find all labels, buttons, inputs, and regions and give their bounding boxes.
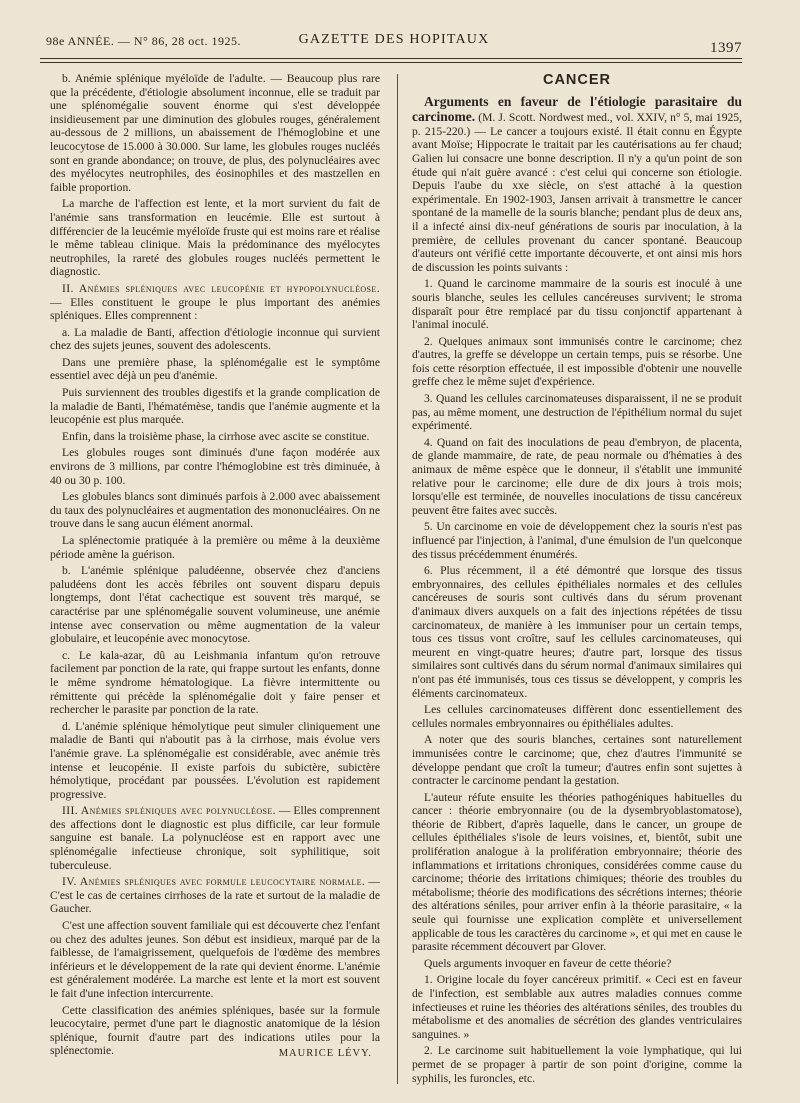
column-divider <box>397 74 398 1084</box>
header-rule-double <box>40 62 742 63</box>
issue-line: 98e ANNÉE. — N° 86, 28 oct. 1925. <box>46 34 241 48</box>
section-heading: II. Anémies spléniques avec leucopénie et hypopolynucléose. <box>62 281 380 295</box>
paragraph: A noter que des souris blanches, certaines sont naturellement immunisées contre le carcinome; que, chez d'autres l'immunité se développe pendant que croît la tumeur; d'autres enfin sont sujettes à contracter le carcinome pendant la gestation. <box>412 733 742 788</box>
right-column <box>412 72 742 1088</box>
section-text: — C'est le cas de certaines cirrhoses de la rate et surtout de la maladie de Gaucher. <box>50 875 380 916</box>
paragraph: Quels arguments invoquer en faveur de cette théorie? <box>424 956 672 970</box>
section-text: — Elles comprennent des affections dont le diagnostic est plus difficile, car leur formule sanguine est banale. La polynucléose est en rapport avec une splénomégalie infectieuse chronique, soit syphilitique, soit tuberculeuse. <box>50 804 381 872</box>
paragraph: b. L'anémie splénique paludéenne, observée chez d'anciens paludéens dont les accès fébriles ont souvent disparu depuis longtemps, dont l'état cachectique est souvent très marqué, se caractérise par une splénomégalie souvent volumineuse, une anémie intense avec conservation ou même augmentation de la valeur globulaire, et leucopénie avec monocytose. <box>50 564 380 646</box>
section-heading: III. Anémies spléniques avec polynucléose. <box>62 804 276 818</box>
page-number: 1397 <box>710 40 742 56</box>
section-heading: IV. Anémies spléniques avec formule leucocytaire normale. <box>62 875 366 889</box>
paragraph: 4. Quand on fait des inoculations de peau d'embryon, de placenta, de glande mammaire, de rate, de peau normale ou d'hématies à des animaux de même espèce que le donneur, il s'établit une immunité relative pour le carcinome; elle dure de dix jours à trois mois; lorsqu'elle est terminée, de nouvelles inoculations de tissu cancéreux peuvent être faites avec succès. <box>412 435 742 517</box>
paragraph: Les globules blancs sont diminués parfois à 2.000 avec abaissement du taux des polynucléaires et augmentation des mononucléaires. On ne trouve dans le sang aucun élément anormal. <box>50 490 380 531</box>
article-intro <box>412 94 742 275</box>
paragraph: 3. Quand les cellules carcinomateuses disparaissent, il ne se produit pas, au même moment, une destruction de l'épithélium normal du sujet expérimenté. <box>412 392 742 433</box>
paragraph: a. La maladie de Banti, affection d'étiologie inconnue qui survient chez des sujets jeunes, souvent des adolescents. <box>50 325 380 353</box>
article-citation: (M. J. Scott. Nordwest med., vol. XXIV, n° 5, mai 1925, p. 215-220.) — Le cancer a toujours existé. Il était connu en Égypte avant Moïse; Hippocrate le traitait par les cautérisations au fer chaud; Galien lui consacre une bonne description. Il n'y a qu'un point de son étude qui n'ait guère avancé : c'est celui qui concerne son étiologie. Depuis l'aube du xxe siècle, on s'est attaché à la question expérimentale. En 1902-1903, Jansen arrivait à transmettre le cancer spontané de la mamelle de la souris blanche; pendant plus de deux ans, il a infecté ainsi dix-neuf générations de souris par inoculation, à la première, de cellules provenant du cancer spontané. Beaucoup d'auteurs ont vérifié cette importante découverte, et ont ainsi mis hors de discussion les points suivants : <box>412 111 742 274</box>
paragraph: Les globules rouges sont diminués d'une façon modérée aux environs de 3 millions, par contre l'hémoglobine est très diminuée, à 40 ou 30 p. 100. <box>50 446 380 487</box>
left-column <box>50 72 380 1061</box>
author-signature: MAURICE LÉVY. <box>278 1047 372 1059</box>
paragraph: c. Le kala-azar, dû au Leishmania infantum qu'on retrouve facilement par ponction de la rate, qui frappe surtout les enfants, donne le même syndrome hématologique. La fièvre intermittente ou rémittente qui précède la splénomégalie doit y faire penser et rechercher le parasite par ponction de la rate. <box>50 648 380 717</box>
header-rule <box>40 58 742 59</box>
paragraph: 1. Origine locale du foyer cancéreux primitif. « Ceci est en faveur de l'infection, est semblable aux autres maladies connues comme infectieuses et ruine les théories des altérations séniles, des troubles du métabolisme et des anomalies de sécrétion des glandes ventriculaires sanguines. » <box>412 973 742 1041</box>
paragraph: 1. Quand le carcinome mammaire de la souris est inoculé à une souris blanche, seules les cellules cancéreuses survivent; le stroma disparaît pour être remplacé par du tissu conjonctif appartenant à l'animal inoculé. <box>412 277 742 332</box>
paragraph: 2. Le carcinome suit habituellement la voie lymphatique, qui lui permet de se propager à partir de son point d'origine, comme la syphilis, les furoncles, etc. <box>412 1044 742 1085</box>
paragraph: 2. Quelques animaux sont immunisés contre le carcinome; chez d'autres, la greffe se développe un certain temps, puis se résorbe. Une fois cette résorption effectuée, il est impossible d'obtenir une nouvelle greffe chez le même sujet d'expérience. <box>412 334 742 389</box>
paragraph: La splénectomie pratiquée à la première ou même à la deuxième période amène la guérison. <box>50 534 380 561</box>
paragraph: L'auteur réfute ensuite les théories pathogéniques habituelles du cancer : théorie embryonnaire (ou de la dysembryoblastomatose), théorie de Ribbert, d'après laquelle, dans le cancer, un groupe de cellules épithéliales s'isole de leurs voisines, et, bientôt, subit une prolifération analogue à la prolifération embryonnaire; théorie des inflammations et irritations chroniques, considérées comme cause du carcinome; théorie des irritations chimiques; théorie des troubles du métabolisme; théorie des modifications des sécrétions internes; théorie des altérations séniles, pour arriver enfin à la théorie parasitaire, « la seule qui fournisse une explication complète et universellement applicable de tous les caractères du carcinome », et qui met en cause le parasite récemment découvert par Glover. <box>412 790 742 954</box>
paragraph: Cette classification des anémies spléniques, basée sur la formule leucocytaire, permet d'une part le diagnostic anatomique de la lésion splénique, fournit d'autre part des indications utiles pour la splénectomie. <box>50 1003 380 1058</box>
paragraph: d. L'anémie splénique hémolytique peut simuler cliniquement une maladie de Banti qui n'aboutit pas à la cirrhose, mais évolue vers l'anémie grave. La splénomégalie est considérable, avec anémie très intense et leucopénie. Il existe parfois du subictère, subictère hémolytique, procédant par poussées. L'évolution est rapidement progressive. <box>50 719 380 801</box>
section-iv <box>50 875 380 916</box>
paragraph: Dans une première phase, la splénomégalie est le symptôme essentiel avec déjà un peu d'anémie. <box>50 355 380 383</box>
paragraph: La marche de l'affection est lente, et la mort survient du fait de l'anémie sans transformation en leucémie. Elle est surtout à différencier de la leucémie myéloïde fruste qui est moins rare et réalise le même tableau clinique. Mais la prédominance des myélocytes neutrophiles, la rareté des globules rouges nucléés permettent le diagnostic. <box>50 197 380 279</box>
paragraph: C'est une affection souvent familiale qui est découverte chez l'enfant ou chez des adultes jeunes. Son début est insidieux, marqué par de la faiblesse, de l'amaigrissement, quelquefois de l'œdème des membres inférieurs et le développement de la rate qui devient énorme. L'anémie est généralement modérée. La marche est lente et la mort est souvent le fait d'une infection intercurrente. <box>50 919 380 1000</box>
article-title: Arguments en faveur de l'étiologie parasitaire du carcinome. <box>412 93 742 125</box>
section-iii <box>50 804 380 872</box>
section-ii <box>50 282 380 323</box>
paragraph: 6. Plus récemment, il a été démontré que lorsque des tissus embryonnaires, des cellules épithéliales normales et des cellules cancéreuses de souris sont cultivés dans du sérum provenant d'animaux divers auxquels on a fait des injections répétées de tissu carcinomateux, de manière à les immuniser pour un certain temps, tous ces tissus vont croître, sauf les cellules carcinomateuses, qui meurent en vingt-quatre heures; d'autre part, lorsque des tissus similaires sont cultivés dans du sérum normal d'animaux similaires qui n'ont pas été immunisés, tous ces tissus se développent, y compris les éléments carcinomateux. <box>412 564 742 700</box>
paragraph: Les cellules carcinomateuses diffèrent donc essentiellement des cellules normales embryonnaires ou épithéliales adultes. <box>412 703 742 730</box>
paragraph: Enfin, dans la troisième phase, la cirrhose avec ascite se constitue. <box>62 429 370 443</box>
paragraph: b. Anémie splénique myéloïde de l'adulte. — Beaucoup plus rare que la précédente, d'étiologie absolument inconnue, elle se traduit par une splénomégalie souvent énorme qui s'est développée insidieusement par une diminution des globules rouges, généralement au-dessous de 2 millions, un abaissement de l'hémoglobine et une leucocytose de 15.000 à 30.000. Sur lame, les globules rouges nucléés sont en grande abondance; on trouve, de plus, des polynucléaires avec des myélocytes neutrophiles, des éosinophiles et des mastzellen en faible proportion. <box>50 72 380 194</box>
paragraph: 5. Un carcinome en voie de développement chez la souris n'est pas influencé par l'injection, à l'animal, d'une émulsion de l'un quelconque des tissus précédemment énumérés. <box>412 520 742 561</box>
section-text: — Elles constituent le groupe le plus important des anémies spléniques. Elles comprennent : <box>50 295 380 323</box>
paragraph: Puis surviennent des troubles digestifs et la grande complication de la maladie de Banti, l'hématémèse, tandis que l'anémie augmente et la leucopénie est plus marquée. <box>50 386 380 427</box>
section-title: CANCER <box>542 72 612 88</box>
journal-title: GAZETTE DES HOPITAUX <box>298 32 490 47</box>
